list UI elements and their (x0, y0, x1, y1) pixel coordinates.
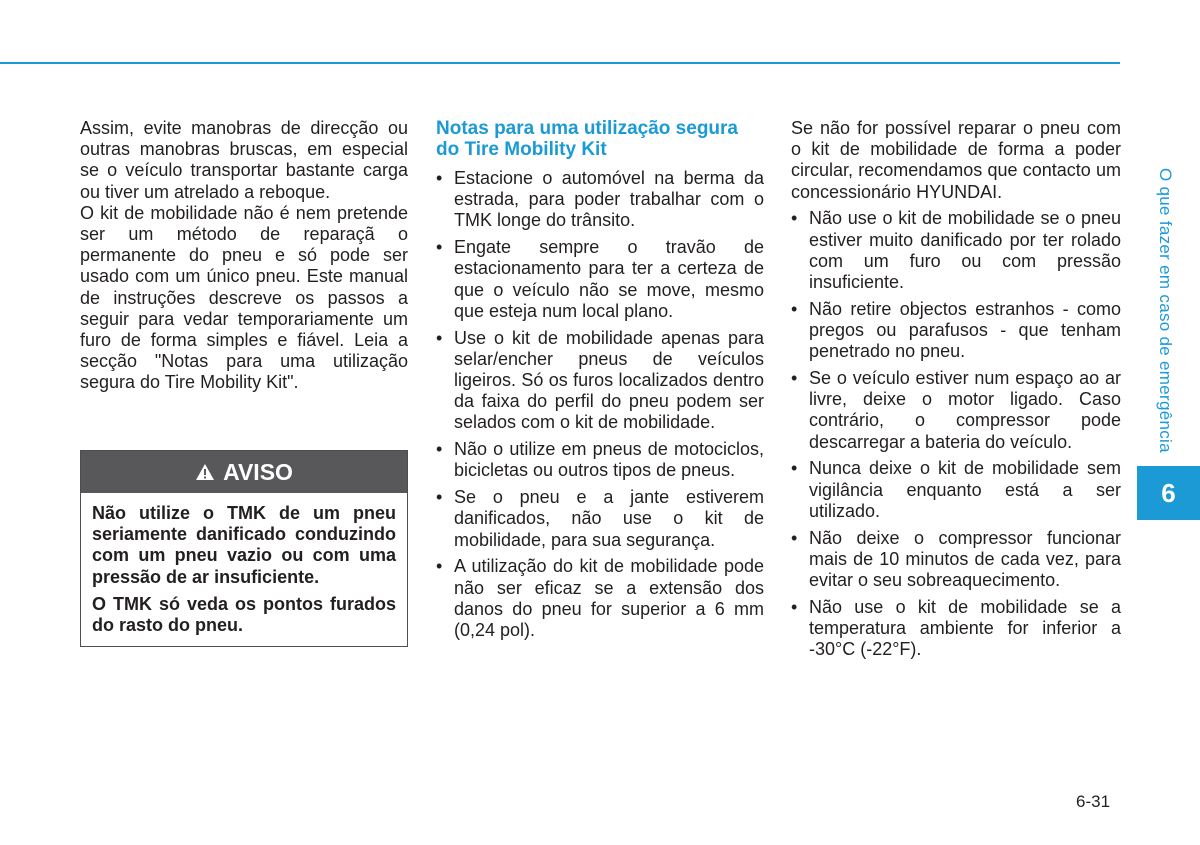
list-item-text: Não deixe o compressor funcionar mais de 10 minutos de cada vez, para evitar o seu sobreaquecimento. (809, 527, 1121, 591)
top-rule (0, 62, 1120, 64)
warning-paragraph: O TMK só veda os pontos furados do rasto do pneu. (92, 593, 396, 636)
warning-box (80, 450, 408, 647)
list-item (791, 528, 1121, 592)
kit-description-paragraph: O kit de mobilidade não é nem pretende ser um método de reparaçã o permanente do pneu e só pode ser usado com um único pneu. Este manual de instruções descreve os passos a seguir para vedar temporariamente um furo de forma simples e fiável. Leia a secção "Notas para uma utilização segura do Tire Mobility Kit". (80, 202, 408, 393)
warning-title: AVISO (223, 458, 293, 485)
dealer-paragraph: Se não for possível reparar o pneu com o kit de mobilidade de forma a poder circular, recomendamos que contacto um concessionário HYUNDAI. (791, 118, 1121, 202)
page-number: 6-31 (1076, 792, 1111, 811)
left-column (80, 118, 408, 394)
bullet-icon: • (436, 439, 443, 460)
list-item (791, 208, 1121, 293)
list-item (791, 597, 1121, 661)
bullet-icon: • (791, 596, 798, 617)
list-item-text: Nunca deixe o kit de mobilidade sem vigilância enquanto está a ser utilizado. (809, 458, 1121, 521)
list-item-text: Se o veículo estiver num espaço ao ar livre, deixe o motor ligado. Caso contrário, o compressor pode descarregar a bateria do veículo. (809, 368, 1121, 452)
warning-paragraph: Não utilize o TMK de um pneu seriamente danificado conduzindo com um pneu vazio ou com uma pressão de ar insuficiente. (92, 503, 396, 587)
chapter-title: O que fazer em caso de emergência (1156, 167, 1175, 453)
intro-paragraph: Assim, evite manobras de direcção ou outras manobras bruscas, em especial se o veículo transportar bastante carga ou tiver um atrelado a reboque. (80, 118, 408, 202)
bullet-icon: • (436, 168, 443, 188)
section-heading: Notas para uma utilização segura do Tire Mobility Kit (436, 118, 738, 160)
usage-notes-list (791, 208, 1121, 660)
chapter-title-vertical (1150, 160, 1180, 460)
bullet-icon: • (436, 327, 443, 348)
list-item (436, 556, 764, 641)
list-item (436, 168, 764, 232)
list-item (791, 458, 1121, 522)
list-item (791, 368, 1121, 453)
list-item (436, 328, 764, 434)
list-item-text: Não use o kit de mobilidade se o pneu estiver muito danificado por ter rolado com um furo ou com pressão insuficiente. (809, 208, 1121, 293)
list-item (436, 237, 764, 322)
list-item-text: Não use o kit de mobilidade se a temperatura ambiente for inferior a -30°C (-22°F). (809, 596, 1121, 660)
bullet-icon: • (791, 298, 798, 319)
list-item-text: Não retire objectos estranhos - como pregos ou parafusos - que tenham penetrado no pneu. (809, 298, 1121, 362)
safety-notes-list (436, 168, 764, 641)
middle-column (436, 118, 764, 647)
list-item-text: Engate sempre o travão de estacionamento para ter a certeza de que o veículo não se move, mesmo que esteja num local plano. (454, 237, 764, 321)
bullet-icon: • (436, 556, 443, 577)
warning-body (81, 493, 407, 646)
right-column (791, 118, 1121, 666)
bullet-icon: • (791, 208, 798, 229)
bullet-icon: • (436, 487, 443, 508)
list-item-text: Se o pneu e a jante estiverem danificados, não use o kit de mobilidade, para sua segurança. (454, 487, 764, 550)
warning-triangle-icon (195, 463, 215, 481)
chapter-tab[interactable] (1137, 466, 1200, 520)
list-item-text: A utilização do kit de mobilidade pode não ser eficaz se a extensão dos danos do pneu for superior a 6 mm (0,24 pol). (454, 556, 764, 641)
list-item-text: Use o kit de mobilidade apenas para selar/encher pneus de veículos ligeiros. Só os furos localizados dentro da faixa do perfil do pneu podem ser selados com o kit de mobilidade. (454, 327, 764, 433)
bullet-icon: • (791, 368, 798, 389)
bullet-icon: • (791, 458, 798, 479)
bullet-icon: • (791, 527, 798, 548)
bullet-icon: • (436, 237, 443, 258)
list-item-text: Não o utilize em pneus de motociclos, bicicletas ou outros tipos de pneus. (454, 439, 764, 481)
list-item (436, 439, 764, 481)
chapter-number: 6 (1161, 477, 1176, 508)
list-item (791, 299, 1121, 363)
list-item-text: Estacione o automóvel na berma da estrada, para poder trabalhar com o TMK longe do trânsito. (454, 168, 764, 231)
warning-header (81, 451, 407, 493)
list-item (436, 487, 764, 551)
